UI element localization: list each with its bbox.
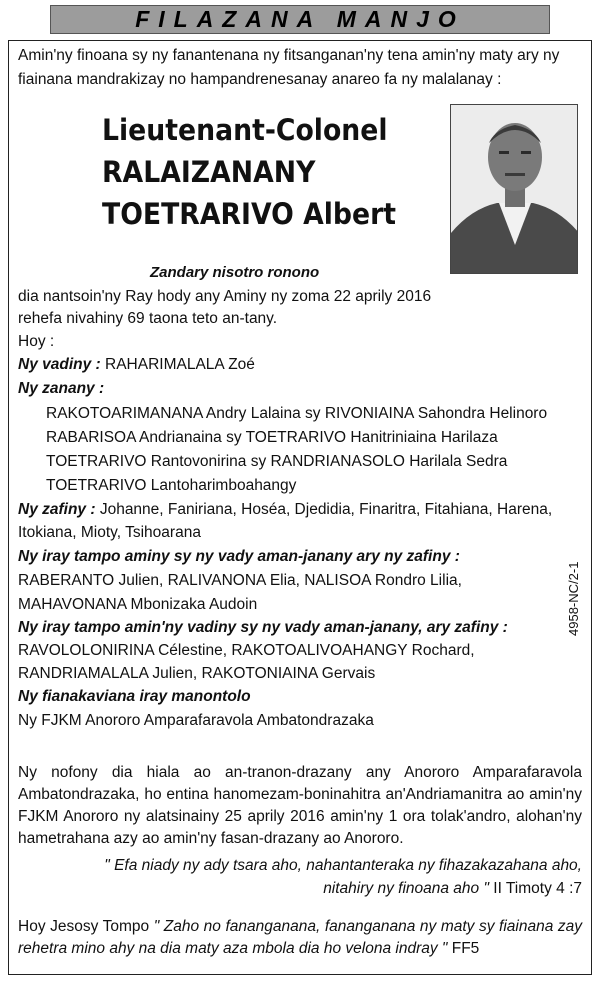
verse-line-1: " Efa niady ny ady tsara aho, nahantanteraka ny fihazakazahana aho, <box>104 857 582 874</box>
siblings-line: RABERANTO Julien, RALIVANONA Elia, NALISOA Rondro Lilia, <box>18 572 462 589</box>
grandchildren-names: Johanne, Faniriana, Hoséa, Djedidia, Finaritra, Fitahiana, Harena, <box>95 501 553 518</box>
notice-header <box>50 5 550 34</box>
reference-code: 4958-NC/2-1 <box>566 561 581 636</box>
funeral-paragraph: Ny nofony dia hiala ao an-tranon-drazany any Anororo Amparafaravola Ambatondrazaka, ho entina hanomezam-boninahitra an'Andriamanitra ao amin'ny FJKM Anororo ny alatsinainy 25 aprily 2016 amin'ny 1 ora tolak'andro, alohan'ny hametrahana azy ao amin'ny fasan-drazany ao Anororo. <box>18 764 582 847</box>
verse-line-2 <box>323 878 582 900</box>
closing-intro: Hoy Jesosy Tompo <box>18 918 154 935</box>
age-line: rehefa nivahiny 69 taona teto an-tany. <box>18 310 278 327</box>
siblings-line: MAHAVONANA Mbonizaka Audoin <box>18 596 258 613</box>
intro-text: Amin'ny finoana sy ny fanantenana ny fitsanganan'ny tena amin'ny maty ary ny fiainana mandrakizay no hampandrenesanay anareo fa ny malalanay : <box>18 47 560 88</box>
spouse-label: Ny vadiny : <box>18 356 101 373</box>
verse-text: nitahiry ny finoana aho " <box>323 880 489 897</box>
deceased-surname: RALAIZANANY <box>102 155 316 189</box>
child-line: RABARISOA Andrianaina sy TOETRARIVO Hanitriniaina Harilaza <box>46 429 498 446</box>
deceased-given-name: TOETRARIVO Albert <box>102 197 397 231</box>
death-date-line: dia nantsoin'ny Ray hody any Aminy ny zoma 22 aprily 2016 <box>18 288 432 305</box>
portrait-image <box>451 105 578 274</box>
family-label: Ny fianakaviana iray manontolo <box>18 688 251 705</box>
grandchildren-line-2: Itokiana, Mioty, Tsihoarana <box>18 524 201 541</box>
spouse-name: RAHARIMALALA Zoé <box>100 356 255 373</box>
child-line: RAKOTOARIMANANA Andry Lalaina sy RIVONIAINA Sahondra Helinoro <box>46 405 548 422</box>
wife-siblings-line: RANDRIAMALALA Julien, RAKOTONIAINA Gervais <box>18 665 376 682</box>
verse-reference: II Timoty 4 :7 <box>488 880 582 897</box>
deceased-role: Zandary nisotro ronono <box>150 264 320 281</box>
closing-reference: FF5 <box>447 940 480 957</box>
church-line: Ny FJKM Anororo Amparafaravola Ambatondrazaka <box>18 712 374 729</box>
grandchildren-label: Ny zafiny : <box>18 501 96 518</box>
siblings-label: Ny iray tampo aminy sy ny vady aman-janany ary ny zafiny : <box>18 548 460 565</box>
child-line: TOETRARIVO Lantoharimboahangy <box>46 477 297 494</box>
notice-title: FILAZANA MANJO <box>135 6 465 32</box>
wife-siblings-label: Ny iray tampo amin'ny vadiny sy ny vady aman-janany, ary zafiny : <box>18 619 508 636</box>
child-line: TOETRARIVO Rantovonirina sy RANDRIANASOLO Harilala Sedra <box>46 453 508 470</box>
grandchildren-line <box>18 499 552 521</box>
closing-quote: " Zaho no fananganana, fananganana ny maty sy fiainana zay rehetra mino ahy na dia maty aza mbola dia ho velona indray " <box>18 918 582 957</box>
children-label: Ny zanany : <box>18 380 105 397</box>
hoy-label: Hoy : <box>18 333 55 350</box>
spouse-line <box>18 354 255 376</box>
closing-paragraph <box>18 916 582 960</box>
wife-siblings-line: RAVOLOLONIRINA Célestine, RAKOTOALIVOAHANGY Rochard, <box>18 642 475 659</box>
deceased-photo <box>450 104 578 274</box>
deceased-rank: Lieutenant-Colonel <box>102 113 388 147</box>
